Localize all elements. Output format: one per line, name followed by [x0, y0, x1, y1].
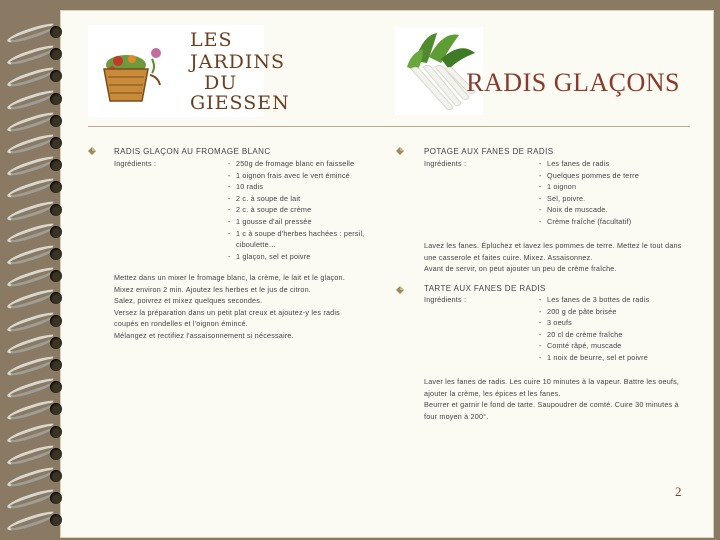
ingredient-item: - 1 glaçon, sel et poivre [228, 251, 376, 263]
ingredient-item: - 1 oignon [539, 181, 679, 193]
recipe-1-ingredients-list [228, 158, 376, 262]
recipe-1-ingredients-label: Ingrédients : [114, 159, 157, 168]
binder-ring-icon [6, 266, 66, 288]
title-divider [88, 126, 690, 127]
page-number: 2 [675, 484, 682, 499]
recipe-2-instructions: Lavez les fanes. Épluchez et lavez les pommes de terre. Mettez le tout dans une casserole et faites cuire. Mixez. Assaisonnez. Avant de servir, on peut ajouter un peu de crème fraîche. [424, 241, 682, 274]
ingredient-item: - 20 cl de crème fraîche [539, 329, 683, 341]
ingredient-item: - Sel, poivre. [539, 193, 679, 205]
recipe-3-ingredients-label: Ingrédients : [424, 295, 467, 304]
recipe-1-instructions: Mettez dans un mixer le fromage blanc, la crème, le lait et le glaçon. Mixez environ 2 min. Ajoutez les herbes et le jus de citron. Salez, poivrez et mixez quelques secondes. Versez la préparation dans un petit plat creux et ajoutez-y les radis coupés en rondelles et l'oignon émincé. Mélangez et rectifiez l'assaisonnement si nécessaire. [114, 273, 345, 340]
binder-ring-icon [6, 111, 66, 133]
recipe-3-ingredients-list [539, 294, 683, 364]
recipe-2-ingredients-label: Ingrédients : [424, 159, 467, 168]
binder-ring-icon [6, 333, 66, 355]
binder-ring-icon [6, 177, 66, 199]
binder-ring-icon [6, 355, 66, 377]
logo-line-3: DU [204, 72, 238, 94]
recipe-3-title: TARTE AUX FANES DE RADIS [424, 284, 546, 293]
page-title: RADIS GLAÇONS [466, 68, 680, 97]
ingredient-item: - 1 noix de beurre, sel et poivre [539, 352, 683, 364]
recipe-3-instructions: Laver les fanes de radis. Les cuire 10 minutes à la vapeur. Battre les oeufs, ajouter la crème, les épices et les fanes. Beurrer et garnir le fond de tarte. Saupoudrer de comté. Cuire 30 minutes à four moyen à 200°. [424, 377, 680, 421]
logo-line-4: GIESSEN [190, 92, 290, 114]
binder-ring-icon [6, 488, 66, 510]
vegetable-basket-icon [96, 45, 166, 109]
binder-ring-icon [6, 22, 66, 44]
ingredient-item: - 1 gousse d'ail pressée [228, 216, 376, 228]
binder-ring-icon [6, 311, 66, 333]
binder-ring-icon [6, 89, 66, 111]
binder-ring-icon [6, 244, 66, 266]
ingredient-item: - 250g de fromage blanc en faisselle [228, 158, 376, 170]
binder-ring-icon [6, 466, 66, 488]
recipe-2-title: POTAGE AUX FANES DE RADIS [424, 147, 554, 156]
binder-ring-icon [6, 155, 66, 177]
binder-ring-icon [6, 288, 66, 310]
binder-ring-icon [6, 66, 66, 88]
ingredient-item: - Les fanes de radis [539, 158, 679, 170]
ingredient-item: - 200 g de pâte brisée [539, 306, 683, 318]
bullet-diamond-icon [396, 286, 404, 294]
logo-line-1: LES [190, 29, 233, 51]
binder-ring-icon [6, 44, 66, 66]
recipe-1-title: RADIS GLAÇON AU FROMAGE BLANC [114, 147, 271, 156]
bullet-diamond-icon [396, 147, 404, 155]
recipe-2-ingredients-list [539, 158, 679, 228]
ingredient-item: - 2 c. à soupe de crème [228, 204, 376, 216]
ingredient-item: - 1 oignon frais avec le vert émincé [228, 170, 376, 182]
ingredient-item: - Quelques pommes de terre [539, 170, 679, 182]
binder-ring-icon [6, 222, 66, 244]
binder-ring-icon [6, 200, 66, 222]
ingredient-item: - Crème fraîche (facultatif) [539, 216, 679, 228]
logo-line-2: JARDINS [190, 51, 286, 73]
bullet-diamond-icon [88, 147, 96, 155]
binder-ring-icon [6, 510, 66, 532]
ingredient-item: - Noix de muscade. [539, 204, 679, 216]
binder-ring-icon [6, 444, 66, 466]
ingredient-item: - 2 c. à soupe de lait [228, 193, 376, 205]
binder-ring-icon [6, 133, 66, 155]
binder-ring-icon [6, 399, 66, 421]
ingredient-item: - Les fanes de 3 bottes de radis [539, 294, 683, 306]
ingredient-item: - 10 radis [228, 181, 376, 193]
logo-jardins-du-giessen [88, 25, 290, 117]
ingredient-item: - 3 oeufs [539, 317, 683, 329]
binder-ring-icon [6, 422, 66, 444]
ingredient-item: - Comté râpé, muscade [539, 340, 683, 352]
ingredient-item: - 1 c à soupe d'herbes hachées : persil, ciboulette… [228, 228, 376, 251]
binder-ring-icon [6, 377, 66, 399]
